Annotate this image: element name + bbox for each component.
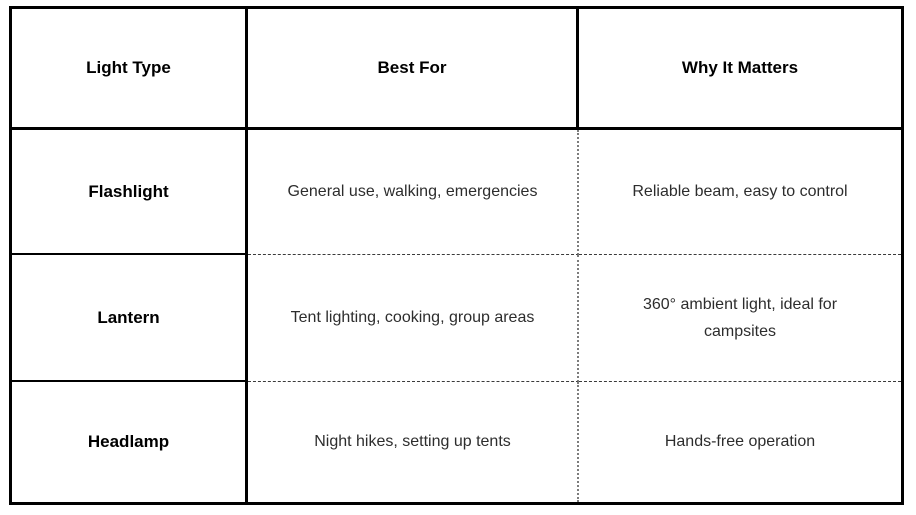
row-headlamp-type-label: Headlamp	[87, 432, 170, 451]
row-flashlight-best-for-text: General use, walking, emergencies	[287, 183, 538, 201]
row-headlamp-why-text: Hands-free operation	[664, 433, 816, 451]
light-comparison-table	[9, 6, 904, 505]
row-flashlight-why-text: Reliable beam, easy to control	[632, 183, 848, 201]
row-lantern-best-for-cell	[248, 255, 579, 382]
row-lantern-type-cell	[12, 255, 248, 382]
header-cell-best-for	[248, 9, 579, 130]
row-headlamp-best-for-text: Night hikes, setting up tents	[314, 433, 511, 451]
row-lantern-why-cell	[579, 255, 901, 382]
row-flashlight-type-label: Flashlight	[88, 181, 169, 201]
row-headlamp-best-for-cell	[248, 382, 579, 502]
row-headlamp-why-cell	[579, 382, 901, 502]
header-label-best-for: Best For	[377, 58, 447, 77]
row-lantern-type-label: Lantern	[97, 307, 160, 327]
row-lantern-why-text: 360° ambient light, ideal for campsites	[642, 295, 838, 340]
row-flashlight-type-cell	[12, 130, 248, 255]
header-cell-light-type	[12, 9, 248, 130]
header-label-light-type: Light Type	[86, 58, 171, 77]
row-flashlight-why-cell	[579, 130, 901, 255]
row-lantern-best-for-text: Tent lighting, cooking, group areas	[290, 309, 535, 327]
header-cell-why-it-matters	[579, 9, 901, 130]
row-headlamp-type-cell	[12, 382, 248, 502]
header-label-why-it-matters: Why It Matters	[681, 58, 799, 77]
row-flashlight-best-for-cell	[248, 130, 579, 255]
